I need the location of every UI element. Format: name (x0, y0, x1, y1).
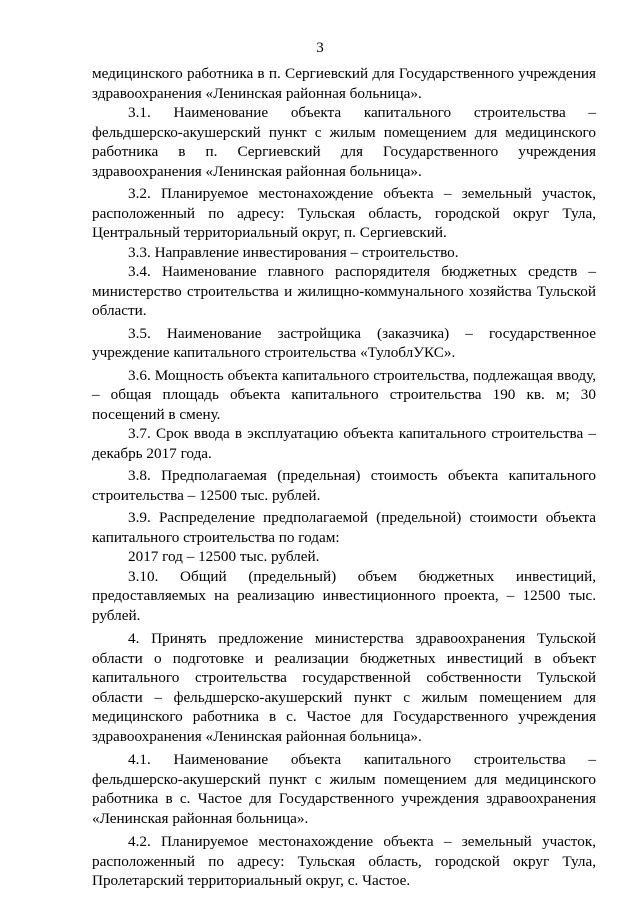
paragraph-3-10: 3.10. Общий (предельный) объем бюджетных инвестиций, предоставляемых на реализацию инвестиционного проекта, – 12500 тыс. рублей. (92, 567, 596, 624)
paragraph-3-2: 3.2. Планируемое местонахождение объекта – земельный участок, расположенный по адресу: Тульская область, городской округ Тула, Центральный территориальный округ, п. Сергиевский. (92, 185, 596, 241)
paragraph-3-8: 3.8. Предполагаемая (предельная) стоимость объекта капитального строительства – 12500 тыс. рублей. (92, 467, 596, 504)
page-number: 3 (316, 40, 324, 56)
paragraph-3-6: 3.6. Мощность объекта капитального строительства, подлежащая вводу, – общая площадь объекта капитального строительства 190 кв. м; 30 посещений в смену. (92, 366, 596, 423)
paragraph-4: 4. Принять предложение министерства здравоохранения Тульской области о подготовке и реализации бюджетных инвестиций в объект капитального строительства государственной собственности Тульской области – фельдшерско-акушерский пункт с жилым помещением для медицинского работника в с. Частое для Государственного учреждения здравоохранения «Ленинская районная больница». (92, 630, 596, 745)
paragraph-continuation: медицинского работника в п. Сергиевский для Государственного учреждения здравоохранения «Ленинская районная больница». (92, 65, 596, 102)
document-body (92, 64, 596, 891)
paragraph-year-2017: 2017 год – 12500 тыс. рублей. (128, 548, 320, 565)
paragraph-3-7: 3.7. Срок ввода в эксплуатацию объекта капитального строительства – декабрь 2017 года. (92, 425, 596, 462)
paragraph-3-1: 3.1. Наименование объекта капитального строительства – фельдшерско-акушерский пункт с жилым помещением для медицинского работника в п. Сергиевский для Государственного учреждения здравоохранения «Ленинская районная больница». (92, 104, 596, 180)
paragraph-3-5: 3.5. Наименование застройщика (заказчика) – государственное учреждение капитального строительства «ТулоблУКС». (92, 324, 596, 361)
paragraph-3-3: 3.3. Направление инвестирования – строительство. (128, 243, 459, 261)
paragraph-4-2: 4.2. Планируемое местонахождение объекта – земельный участок, расположенный по адресу: Тульская область, городской округ Тула, Пролетарский территориальный округ, с. Частое. (92, 833, 596, 889)
paragraph-4-1: 4.1. Наименование объекта капитального строительства – фельдшерско-акушерский пункт с жилым помещением для медицинского работника в с. Частое для Государственного учреждения здравоохранения «Ленинская районная больница». (92, 751, 596, 827)
paragraph-3-4: 3.4. Наименование главного распорядителя бюджетных средств – министерство строительства и жилищно-коммунального хозяйства Тульской области. (92, 263, 596, 319)
paragraph-3-9: 3.9. Распределение предполагаемой (предельной) стоимости объекта капитального строительства по годам: (92, 509, 596, 546)
